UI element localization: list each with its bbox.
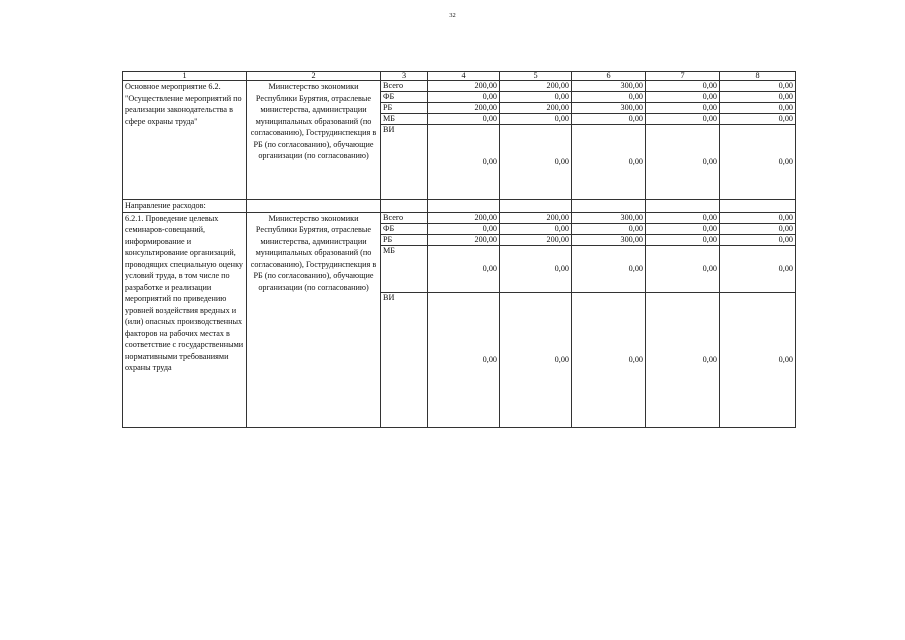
value-cell: 0,00 — [720, 103, 796, 114]
value-cell: 300,00 — [572, 212, 646, 223]
header-cell: 7 — [646, 72, 720, 81]
direction-label: Направление расходов: — [123, 200, 247, 213]
value-cell: 0,00 — [646, 245, 720, 292]
subactivity-title: 6.2.1. Проведение целевых семинаров-совещаний, информирование и консультирование организаций, проводящих специальную оценку условий труда, в том числе по разработке и реализации мероприятий по приведению уровней воздействия вредных и (или) опасных производственных факторов на рабочих местах в соответствие с государственными нормативными требованиями охраны труда — [123, 212, 247, 427]
value-cell: 0,00 — [646, 114, 720, 125]
funding-source: ФБ — [381, 223, 428, 234]
value-cell: 0,00 — [646, 212, 720, 223]
value-cell: 0,00 — [646, 223, 720, 234]
direction-row — [123, 200, 796, 213]
value-cell: 0,00 — [500, 92, 572, 103]
header-cell: 2 — [247, 72, 381, 81]
value-cell: 200,00 — [500, 81, 572, 92]
header-cell: 3 — [381, 72, 428, 81]
funding-source: ВИ — [381, 125, 428, 200]
activity-title: Основное мероприятие 6.2. "Осуществление мероприятий по реализации законодательства в сфере охраны труда" — [123, 81, 247, 200]
funding-source: РБ — [381, 103, 428, 114]
value-cell: 0,00 — [720, 245, 796, 292]
value-cell: 0,00 — [646, 125, 720, 200]
value-cell: 0,00 — [428, 245, 500, 292]
value-cell: 0,00 — [500, 125, 572, 200]
funding-source: Всего — [381, 81, 428, 92]
funding-source: МБ — [381, 245, 428, 292]
header-cell: 6 — [572, 72, 646, 81]
budget-table — [122, 71, 796, 428]
value-cell: 0,00 — [646, 292, 720, 427]
value-cell: 200,00 — [500, 103, 572, 114]
header-cell: 4 — [428, 72, 500, 81]
table-row — [123, 212, 796, 223]
value-cell: 0,00 — [500, 245, 572, 292]
funding-source: ВИ — [381, 292, 428, 427]
value-cell: 0,00 — [428, 125, 500, 200]
value-cell: 0,00 — [428, 114, 500, 125]
value-cell: 0,00 — [646, 103, 720, 114]
value-cell: 0,00 — [720, 234, 796, 245]
header-cell: 5 — [500, 72, 572, 81]
value-cell: 200,00 — [428, 103, 500, 114]
value-cell: 0,00 — [720, 212, 796, 223]
value-cell: 0,00 — [572, 223, 646, 234]
table-row — [123, 81, 796, 92]
value-cell: 0,00 — [646, 92, 720, 103]
value-cell: 0,00 — [500, 292, 572, 427]
page-number: 32 — [449, 12, 456, 19]
value-cell: 0,00 — [646, 81, 720, 92]
value-cell: 0,00 — [646, 234, 720, 245]
value-cell: 0,00 — [572, 92, 646, 103]
value-cell: 0,00 — [500, 223, 572, 234]
value-cell: 300,00 — [572, 103, 646, 114]
value-cell: 0,00 — [720, 223, 796, 234]
value-cell: 300,00 — [572, 234, 646, 245]
value-cell: 0,00 — [572, 292, 646, 427]
funding-source: РБ — [381, 234, 428, 245]
value-cell: 0,00 — [428, 292, 500, 427]
value-cell: 0,00 — [720, 81, 796, 92]
value-cell: 200,00 — [428, 234, 500, 245]
value-cell: 0,00 — [428, 223, 500, 234]
header-row — [123, 72, 796, 81]
value-cell: 200,00 — [500, 234, 572, 245]
value-cell: 0,00 — [428, 92, 500, 103]
value-cell: 200,00 — [428, 212, 500, 223]
header-cell: 8 — [720, 72, 796, 81]
subactivity-responsible: Министерство экономики Республики Бурятия, отраслевые министерства, администрации муниципальных образований (по согласованию), Гострудинспекция в РБ (по согласованию), обучающие организации (по согласованию) — [247, 212, 381, 427]
funding-source: Всего — [381, 212, 428, 223]
funding-source: ФБ — [381, 92, 428, 103]
value-cell: 0,00 — [720, 114, 796, 125]
value-cell: 0,00 — [720, 292, 796, 427]
header-cell: 1 — [123, 72, 247, 81]
value-cell: 300,00 — [572, 81, 646, 92]
value-cell: 200,00 — [428, 81, 500, 92]
value-cell: 200,00 — [500, 212, 572, 223]
value-cell: 0,00 — [720, 125, 796, 200]
value-cell: 0,00 — [572, 114, 646, 125]
value-cell: 0,00 — [572, 125, 646, 200]
funding-source: МБ — [381, 114, 428, 125]
value-cell: 0,00 — [500, 114, 572, 125]
activity-responsible: Министерство экономики Республики Бурятия, отраслевые министерства, администрации муниципальных образований (по согласованию), Гострудинспекция в РБ (по согласованию), обучающие организации (по согласованию) — [247, 81, 381, 200]
value-cell: 0,00 — [720, 92, 796, 103]
value-cell: 0,00 — [572, 245, 646, 292]
